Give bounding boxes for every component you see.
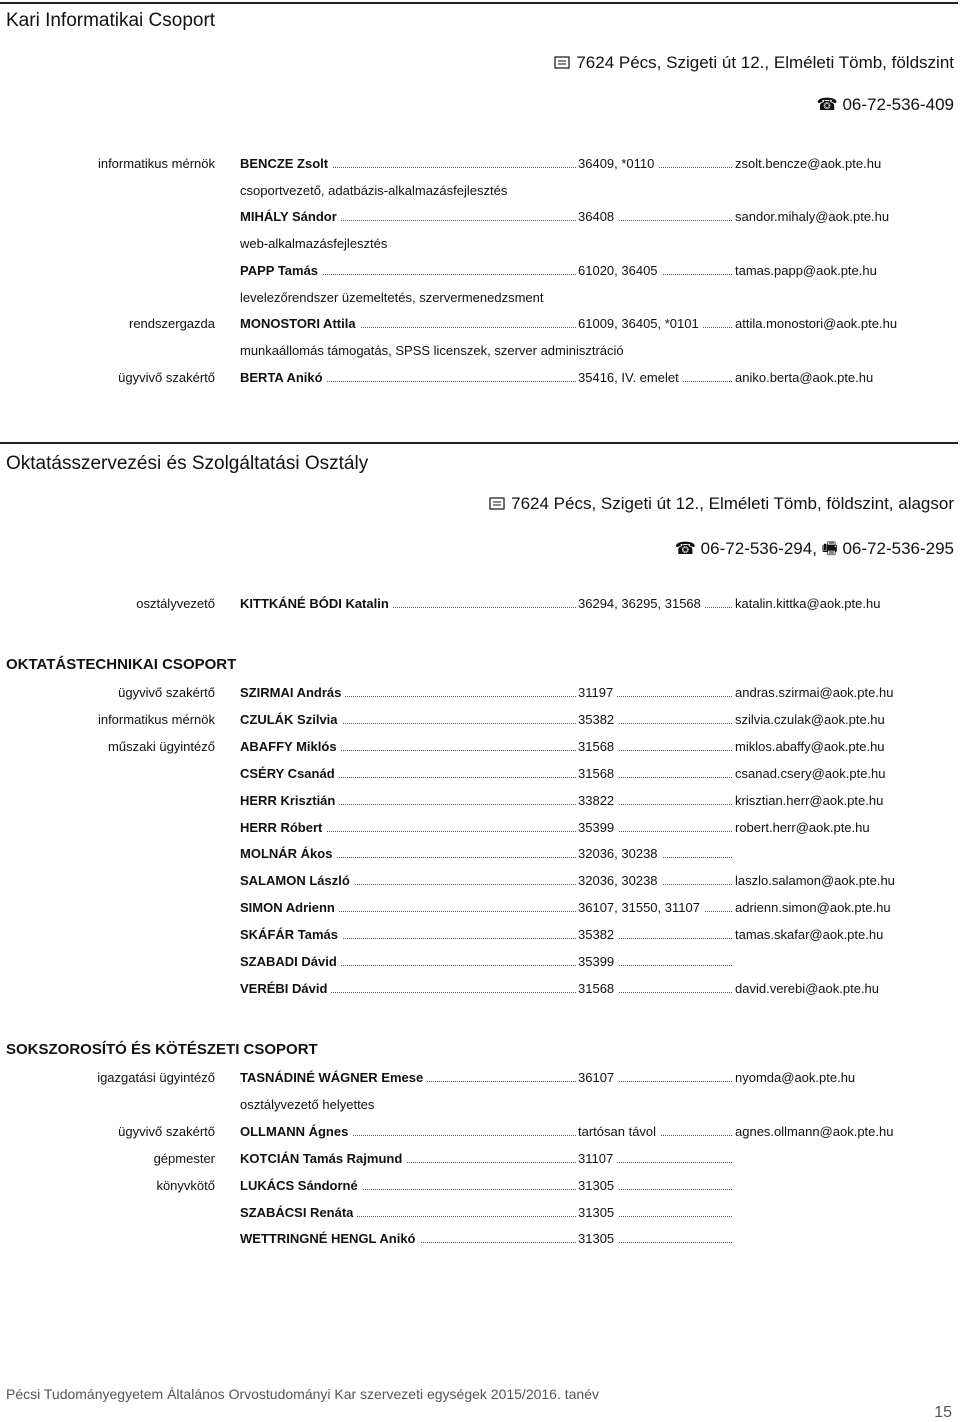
address <box>554 53 954 73</box>
staff-name: OLLMANN Ágnes <box>240 1124 352 1139</box>
staff-role: ügyvivő szakértő <box>118 369 215 385</box>
staff-name: BENCZE Zsolt <box>240 156 332 171</box>
staff-email[interactable]: zsolt.bencze@aok.pte.hu <box>735 156 882 171</box>
staff-role: informatikus mérnök <box>97 156 215 171</box>
staff-phone: 31107 <box>578 1151 617 1166</box>
staff-phone: 35399 <box>578 954 618 969</box>
staff-row <box>0 739 960 759</box>
phone-icon: ☎ <box>816 95 838 114</box>
staff-name: CZULÁK Szilvia <box>240 712 342 727</box>
section-title: Kari Informatikai Csoport <box>6 10 216 31</box>
staff-row <box>0 1070 960 1090</box>
staff-row <box>0 927 960 947</box>
address-text: 7624 Pécs, Szigeti út 12., Elméleti Tömb, földszint, alagsor <box>511 494 954 513</box>
staff-email[interactable]: laszlo.salamon@aok.pte.hu <box>735 873 895 889</box>
staff-name: MIHÁLY Sándor <box>240 209 341 224</box>
phone-line <box>817 95 954 115</box>
staff-phone: 31305 <box>578 1231 618 1246</box>
staff-name: KITTKÁNÉ BÓDI Katalin <box>240 596 393 611</box>
footer-text: Pécsi Tudományegyetem Általános Orvostudományi Kar szervezeti egységek 2015/2016. tanév <box>6 1386 599 1402</box>
staff-row <box>0 712 960 732</box>
staff-name: PAPP Tamás <box>240 263 322 278</box>
phone-icon: ☎ <box>674 539 696 558</box>
staff-row <box>0 820 960 840</box>
divider <box>0 442 958 444</box>
staff-role: ügyvivő szakértő <box>118 1123 215 1139</box>
fax-icon: 🖷 <box>821 539 838 558</box>
staff-row <box>0 596 960 616</box>
staff-phone: 36408 <box>578 209 618 224</box>
staff-row <box>0 1231 960 1251</box>
staff-email[interactable]: nyomda@aok.pte.hu <box>735 1070 856 1085</box>
staff-phone: 61020, 36405 <box>578 263 662 278</box>
staff-email[interactable]: robert.herr@aok.pte.hu <box>735 819 870 835</box>
staff-phone: 32036, 30238 <box>578 846 662 861</box>
staff-name: CSÉRY Csanád <box>240 766 339 781</box>
staff-note: munkaállomás támogatás, SPSS licenszek, szerver adminisztráció <box>240 342 624 358</box>
staff-email[interactable]: attila.monostori@aok.pte.hu <box>735 316 898 332</box>
staff-row <box>0 873 960 893</box>
staff-email[interactable]: csanad.csery@aok.pte.hu <box>735 765 886 781</box>
staff-role: osztályvezető <box>136 596 215 611</box>
staff-role: rendszergazda <box>129 316 215 332</box>
staff-name: SZABÁCSI Renáta <box>240 1205 357 1220</box>
staff-phone: 31568 <box>578 766 618 781</box>
staff-name: SIMON Adrienn <box>240 900 339 915</box>
mail-icon <box>489 497 505 510</box>
group-title: OKTATÁSTECHNIKAI CSOPORT <box>6 656 237 673</box>
staff-phone: 36294, 36295, 31568 <box>578 596 705 611</box>
staff-email[interactable]: andras.szirmai@aok.pte.hu <box>735 685 894 700</box>
staff-email[interactable]: katalin.kittka@aok.pte.hu <box>735 596 881 611</box>
staff-row <box>0 156 960 176</box>
staff-email[interactable]: agnes.ollmann@aok.pte.hu <box>735 1123 894 1139</box>
staff-role: informatikus mérnök <box>97 711 215 727</box>
staff-role: műszaki ügyintéző <box>108 738 215 754</box>
staff-phone: 36107 <box>578 1070 618 1085</box>
group-title: SOKSZOROSÍTÓ ÉS KÖTÉSZETI CSOPORT <box>6 1041 318 1058</box>
staff-name: SZABADI Dávid <box>240 954 341 969</box>
staff-phone: 31305 <box>578 1205 618 1220</box>
page-number: 15 <box>934 1404 952 1421</box>
divider <box>0 2 958 4</box>
staff-email[interactable]: aniko.berta@aok.pte.hu <box>735 369 874 385</box>
note-row <box>0 1097 960 1117</box>
staff-name: BERTA Anikó <box>240 370 327 385</box>
staff-row <box>0 685 960 705</box>
staff-name: KOTCIÁN Tamás Rajmund <box>240 1151 406 1166</box>
note-row <box>0 343 960 363</box>
staff-name: MOLNÁR Ákos <box>240 846 336 861</box>
note-row <box>0 236 960 256</box>
staff-email[interactable]: miklos.abaffy@aok.pte.hu <box>735 738 885 754</box>
staff-phone: 35382 <box>578 927 618 942</box>
section-title: Oktatásszervezési és Szolgáltatási Osztály <box>6 453 369 474</box>
staff-row <box>0 846 960 866</box>
staff-note: osztályvezető helyettes <box>240 1096 375 1112</box>
mail-icon <box>554 56 570 69</box>
staff-name: SKÁFÁR Tamás <box>240 927 342 942</box>
staff-phone: tartósan távol <box>578 1124 660 1139</box>
staff-phone: 35382 <box>578 712 618 727</box>
staff-phone: 31305 <box>578 1178 618 1193</box>
staff-role: könyvkötő <box>156 1177 215 1193</box>
staff-row <box>0 263 960 283</box>
staff-row <box>0 981 960 1001</box>
staff-name: SALAMON László <box>240 873 354 888</box>
address-text: 7624 Pécs, Szigeti út 12., Elméleti Tömb, földszint <box>576 53 954 72</box>
staff-name: LUKÁCS Sándorné <box>240 1178 362 1193</box>
staff-note: levelezőrendszer üzemeltetés, szervermenedzsment <box>240 289 544 305</box>
staff-row <box>0 1124 960 1144</box>
staff-row <box>0 1178 960 1198</box>
staff-email[interactable]: krisztian.herr@aok.pte.hu <box>735 792 884 808</box>
staff-role: gépmester <box>153 1150 215 1166</box>
staff-row <box>0 1151 960 1171</box>
staff-name: WETTRINGNÉ HENGL Anikó <box>240 1231 420 1246</box>
staff-row <box>0 900 960 920</box>
staff-row <box>0 370 960 390</box>
staff-role: ügyvivő szakértő <box>118 685 215 700</box>
staff-phone: 61009, 36405, *0101 <box>578 316 703 331</box>
staff-phone: 32036, 30238 <box>578 873 662 888</box>
staff-email[interactable]: adrienn.simon@aok.pte.hu <box>735 900 891 916</box>
staff-phone: 33822 <box>578 793 618 808</box>
staff-email[interactable]: szilvia.czulak@aok.pte.hu <box>735 711 885 727</box>
staff-role: igazgatási ügyintéző <box>97 1070 215 1085</box>
staff-name: HERR Róbert <box>240 820 326 835</box>
staff-row <box>0 209 960 229</box>
staff-note: web-alkalmazásfejlesztés <box>240 236 388 252</box>
staff-note: csoportvezető, adatbázis-alkalmazásfejlesztés <box>240 182 508 198</box>
staff-phone: 35399 <box>578 820 618 835</box>
fax-text: 06-72-536-295 <box>842 539 954 558</box>
staff-phone: 36409, *0110 <box>578 156 658 171</box>
note-row <box>0 290 960 310</box>
staff-phone: 31568 <box>578 739 618 754</box>
staff-row <box>0 793 960 813</box>
staff-name: HERR Krisztián <box>240 793 339 808</box>
staff-name: ABAFFY Miklós <box>240 739 341 754</box>
staff-row <box>0 766 960 786</box>
staff-row <box>0 1205 960 1225</box>
staff-name: TASNÁDINÉ WÁGNER Emese <box>240 1070 427 1085</box>
staff-email[interactable]: sandor.mihaly@aok.pte.hu <box>735 209 890 225</box>
staff-email[interactable]: tamas.papp@aok.pte.hu <box>735 262 877 278</box>
staff-name: SZIRMAI András <box>240 685 345 700</box>
staff-phone: 31197 <box>578 685 617 700</box>
phone-text: 06-72-536-409 <box>842 95 954 114</box>
address <box>489 494 954 514</box>
staff-row <box>0 954 960 974</box>
staff-name: MONOSTORI Attila <box>240 316 360 331</box>
staff-name: VERÉBI Dávid <box>240 981 331 996</box>
phone-line <box>675 536 954 565</box>
staff-row <box>0 316 960 336</box>
staff-email[interactable]: david.verebi@aok.pte.hu <box>735 980 880 996</box>
staff-phone: 36107, 31550, 31107 <box>578 900 704 915</box>
staff-phone: 35416, IV. emelet <box>578 370 683 385</box>
note-row <box>0 183 960 203</box>
phone-text: 06-72-536-294, <box>700 539 817 558</box>
staff-email[interactable]: tamas.skafar@aok.pte.hu <box>735 927 884 943</box>
staff-phone: 31568 <box>578 981 618 996</box>
